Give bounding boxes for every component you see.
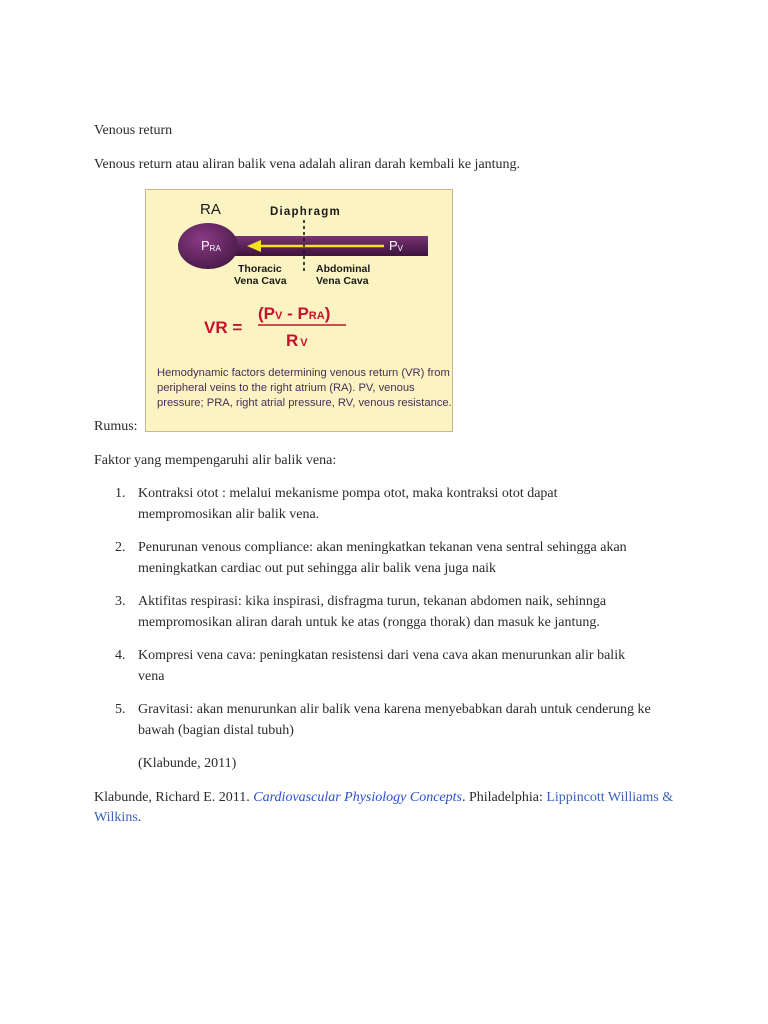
list-number: 1. <box>115 486 126 501</box>
reference-author: Klabunde, Richard E. 2011. <box>94 790 254 805</box>
factors-list <box>94 484 654 754</box>
list-text: Penurunan venous compliance: akan meningkatkan tekanan vena sentral sehingga akan meningkatkan cardiac out put sehingga alir balik vena juga naik <box>138 540 627 576</box>
pv-label: PV <box>389 238 404 253</box>
list-number: 2. <box>115 540 126 555</box>
reference-publisher[interactable]: Lippincott Williams & Wilkins <box>94 790 674 825</box>
venous-return-figure <box>145 189 453 432</box>
list-number: 3. <box>115 594 126 609</box>
list-number: 5. <box>115 702 126 717</box>
list-item <box>94 484 654 525</box>
list-item <box>94 700 654 741</box>
thoracic-label-1: Thoracic <box>238 263 282 275</box>
thoracic-label-2: Vena Cava <box>234 275 287 287</box>
definition-text: Venous return atau aliran balik vena adalah aliran darah kembali ke jantung. <box>94 157 521 172</box>
list-item <box>94 538 654 579</box>
list-text: Aktifitas respirasi: kika inspirasi, disfragma turun, tekanan abdomen naik, sehinnga mempromosikan aliran darah untuk ke atas (rongga thorak) dan masuk ke jantung. <box>138 594 607 630</box>
citation: (Klabunde, 2011) <box>138 756 237 771</box>
abdominal-label-1: Abdominal <box>316 263 371 275</box>
reference <box>94 788 684 828</box>
reference-title[interactable]: Cardiovascular Physiology Concepts <box>253 790 462 805</box>
list-text: Gravitasi: akan menurunkan alir balik vena karena menyebabkan darah untuk cenderung ke bawah (bagian distal tubuh) <box>138 702 651 738</box>
reference-end: . <box>137 810 142 825</box>
list-text: Kontraksi otot : melalui mekanisme pompa otot, maka kontraksi otot dapat mempromosikan alir balik vena. <box>138 486 558 522</box>
abdominal-label-2: Vena Cava <box>316 275 369 287</box>
figure-caption: Hemodynamic factors determining venous return (VR) from peripheral veins to the right atrium (RA). PV, venous pressure; PRA, right atrial pressure, RV, venous resistance. <box>157 367 452 409</box>
list-number: 4. <box>115 648 126 663</box>
page-heading: Venous return <box>94 123 173 138</box>
list-text: Kompresi vena cava: peningkatan resistensi dari vena cava akan menurunkan alir balik vena <box>138 648 626 684</box>
pra-label: PRA <box>201 238 221 253</box>
list-item <box>94 592 654 633</box>
factors-heading: Faktor yang mempengaruhi alir balik vena: <box>94 453 337 468</box>
diaphragm-label: Diaphragm <box>270 206 341 218</box>
list-item <box>94 646 654 687</box>
formula-numerator: (PV - PRA) <box>258 304 331 323</box>
reference-city: . Philadelphia: <box>461 790 547 805</box>
rumus-label: Rumus: <box>94 419 138 434</box>
formula-lhs: VR = <box>204 318 243 337</box>
formula-denominator: R V <box>286 331 308 350</box>
ra-label: RA <box>200 201 221 218</box>
